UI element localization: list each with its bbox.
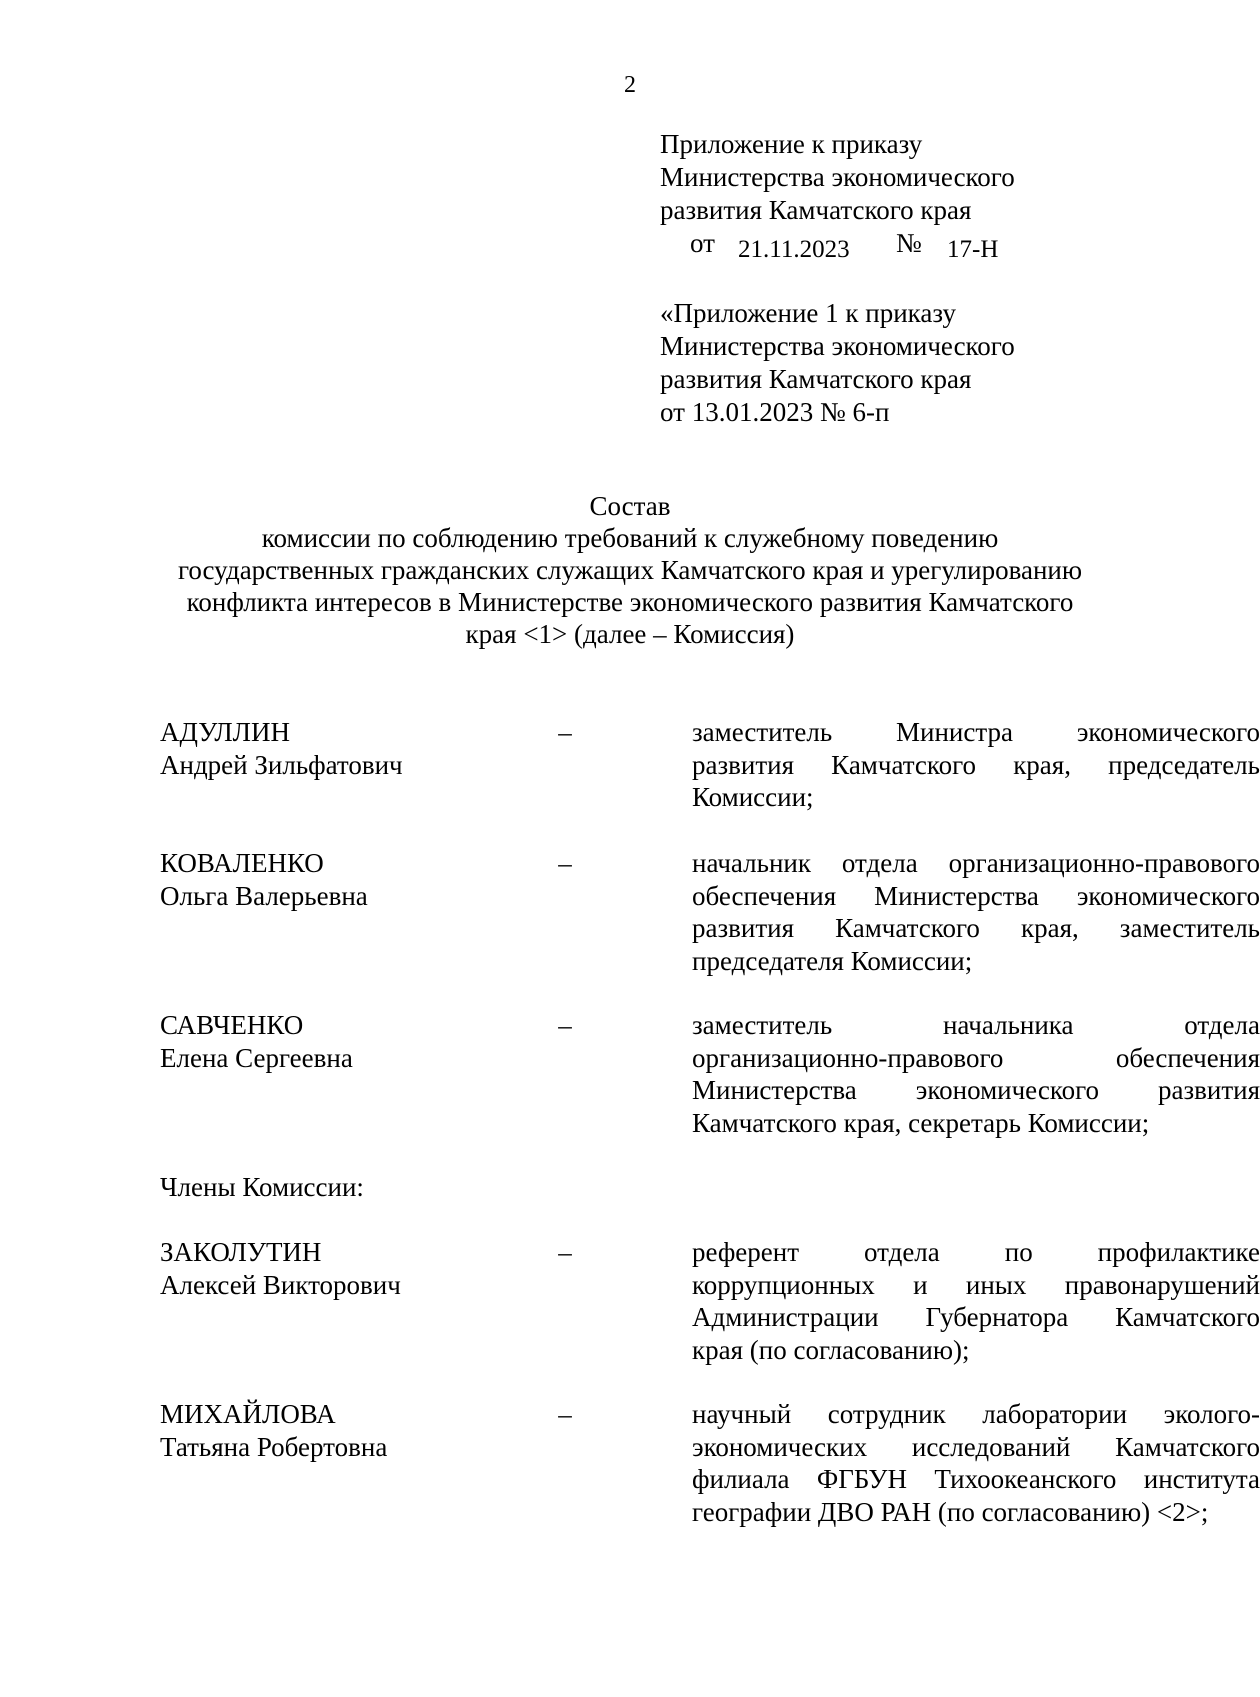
- title-line-1: Состав: [589, 491, 671, 521]
- title-line-5: края <1> (далее – Комиссия): [465, 619, 795, 649]
- role-line: коррупционных и иных правонарушений: [692, 1269, 1260, 1300]
- dash-separator: –: [558, 717, 572, 747]
- member-given-names: Алексей Викторович: [160, 1269, 401, 1300]
- member-role: [692, 716, 1260, 814]
- page-number: 2: [624, 72, 636, 98]
- member-name: [160, 716, 490, 781]
- role-line: заместитель начальника отдела: [692, 1010, 1260, 1040]
- prev-appendix-line-1: «Приложение 1 к приказу: [660, 298, 956, 328]
- member-given-names: Елена Сергеевна: [160, 1042, 353, 1073]
- role-line: филиала ФГБУН Тихоокеанского института: [692, 1464, 1260, 1494]
- members-heading: Члены Комиссии:: [160, 1172, 364, 1202]
- role-line: референт отдела по профилактике: [692, 1237, 1260, 1267]
- title-line-2: комиссии по соблюдению требований к служебному поведению: [261, 523, 999, 553]
- order-number: 17-Н: [947, 236, 999, 263]
- role-line: Администрации Губернатора Камчатского: [692, 1302, 1260, 1332]
- dash-separator: –: [558, 1237, 572, 1267]
- dash-separator: –: [558, 1399, 572, 1429]
- prev-appendix-line-4: от 13.01.2023 № 6-п: [660, 397, 890, 427]
- order-date-number: [660, 227, 1060, 263]
- document-title: [130, 490, 1130, 650]
- from-label: от: [690, 228, 715, 258]
- member-role: [692, 847, 1260, 977]
- title-line-3: государственных гражданских служащих Камчатского края и урегулированию: [177, 555, 1083, 585]
- role-line: развития Камчатского края, заместитель: [692, 913, 1260, 943]
- member-surname: САВЧЕНКО: [160, 1010, 304, 1040]
- role-line: географии ДВО РАН (по согласованию) <2>;: [692, 1496, 1209, 1527]
- role-line: обеспечения Министерства экономического: [692, 880, 1260, 911]
- role-line: начальник отдела организационно-правового: [692, 848, 1260, 878]
- appendix-line-3: развития Камчатского края: [660, 195, 972, 225]
- role-line: организационно-правового обеспечения: [692, 1042, 1260, 1073]
- appendix-line-2: Министерства экономического: [660, 162, 1015, 192]
- member-role: [692, 1009, 1260, 1139]
- role-line: экономических исследований Камчатского: [692, 1431, 1260, 1462]
- title-line-4: конфликта интересов в Министерстве экономического развития Камчатского: [186, 587, 1074, 617]
- appendix-header: [660, 128, 1060, 263]
- role-line: края (по согласованию);: [692, 1334, 970, 1365]
- role-line: Министерства экономического развития: [692, 1075, 1260, 1105]
- dash-separator: –: [558, 1010, 572, 1040]
- member-surname: КОВАЛЕНКО: [160, 848, 324, 878]
- order-date: 21.11.2023: [738, 236, 850, 263]
- appendix-line-1: Приложение к приказу: [660, 129, 923, 159]
- number-sign: №: [896, 228, 922, 258]
- member-name: [160, 847, 490, 912]
- prev-appendix-line-2: Министерства экономического: [660, 331, 1015, 361]
- member-surname: АДУЛЛИН: [160, 717, 290, 747]
- member-given-names: Андрей Зильфатович: [160, 749, 403, 780]
- role-line: заместитель Министра экономического: [692, 717, 1260, 747]
- role-line: развития Камчатского края, председатель: [692, 749, 1260, 780]
- member-given-names: Ольга Валерьевна: [160, 880, 368, 911]
- role-line: научный сотрудник лаборатории эколого-: [692, 1399, 1260, 1429]
- member-surname: МИХАЙЛОВА: [160, 1399, 336, 1429]
- dash-separator: –: [558, 848, 572, 878]
- member-surname: ЗАКОЛУТИН: [160, 1237, 322, 1267]
- member-role: [692, 1398, 1260, 1528]
- member-name: [160, 1009, 490, 1074]
- role-line: Комиссии;: [692, 782, 814, 812]
- member-name: [160, 1398, 490, 1463]
- previous-appendix-header: [660, 297, 1015, 429]
- member-name: [160, 1236, 490, 1301]
- role-line: председателя Комиссии;: [692, 945, 973, 976]
- role-line: Камчатского края, секретарь Комиссии;: [692, 1107, 1150, 1138]
- member-given-names: Татьяна Робертовна: [160, 1431, 388, 1462]
- member-role: [692, 1236, 1260, 1366]
- prev-appendix-line-3: развития Камчатского края: [660, 364, 972, 394]
